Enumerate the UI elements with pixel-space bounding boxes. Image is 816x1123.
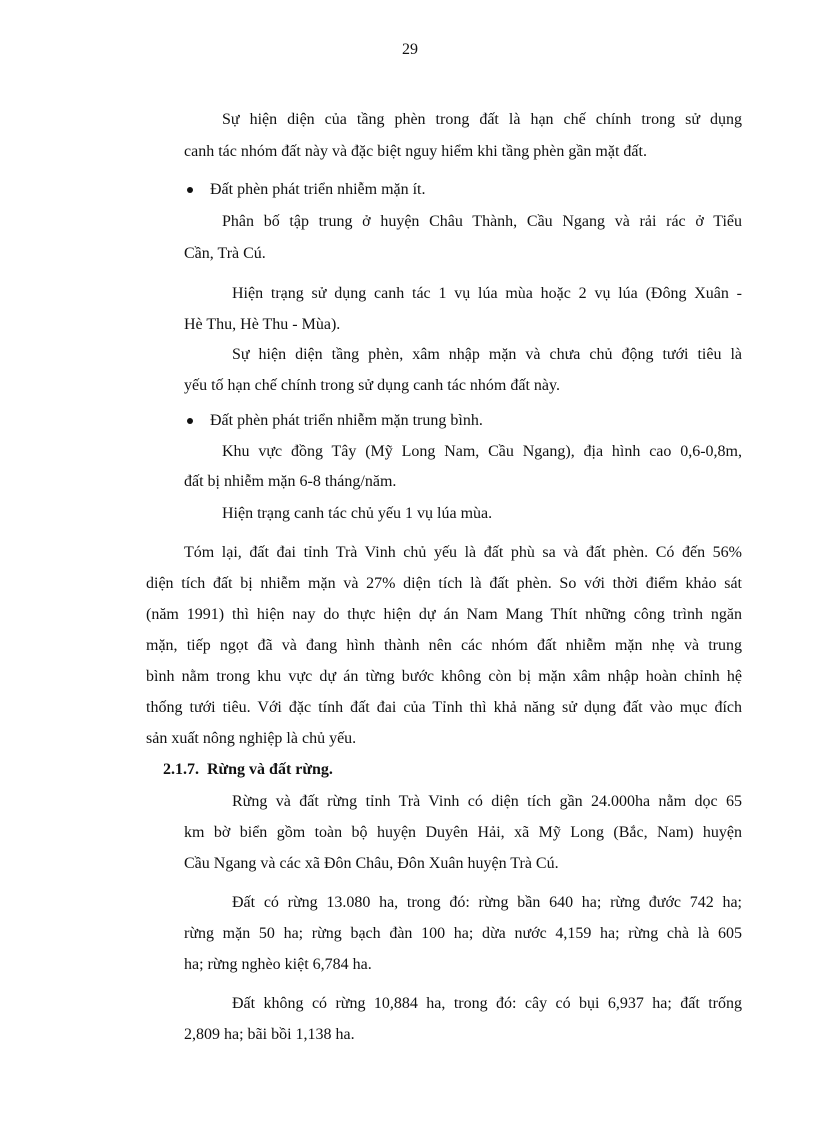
- bullet-title: Đất phèn phát triển nhiễm mặn trung bình.: [210, 412, 483, 429]
- paragraph-line: Khu vực đồng Tây (Mỹ Long Nam, Cầu Ngang), địa hình cao 0,6-0,8m,: [222, 443, 742, 460]
- page-number: 29: [402, 41, 418, 58]
- paragraph-line: mặn, tiếp ngọt đã và đang hình thành nên các nhóm đất nhiễm mặn nhẹ và trung: [146, 637, 742, 654]
- paragraph-line: yếu tố hạn chế chính trong sử dụng canh tác nhóm đất này.: [184, 377, 560, 394]
- section-number: 2.1.7.: [163, 761, 199, 778]
- bullet-icon: [187, 187, 193, 193]
- section-heading: [163, 760, 333, 780]
- paragraph-line: Cầu Ngang và các xã Đôn Châu, Đôn Xuân huyện Trà Cú.: [184, 855, 559, 872]
- paragraph-line: đất bị nhiễm mặn 6-8 tháng/năm.: [184, 473, 397, 490]
- bullet-icon: [187, 418, 193, 424]
- paragraph-line: Tóm lại, đất đai tỉnh Trà Vinh chủ yếu là đất phù sa và đất phèn. Có đến 56%: [184, 544, 742, 561]
- paragraph-line: Hè Thu, Hè Thu - Mùa).: [184, 316, 341, 333]
- paragraph-line: Cần, Trà Cú.: [184, 245, 266, 262]
- paragraph-line: sản xuất nông nghiệp là chủ yếu.: [146, 730, 357, 747]
- paragraph-line: Đất không có rừng 10,884 ha, trong đó: cây có bụi 6,937 ha; đất trống: [232, 995, 742, 1012]
- paragraph-line: canh tác nhóm đất này và đặc biệt nguy hiểm khi tầng phèn gần mặt đất.: [184, 143, 647, 160]
- paragraph-line: km bờ biển gồm toàn bộ huyện Duyên Hải, xã Mỹ Long (Bắc, Nam) huyện: [184, 824, 742, 841]
- paragraph-line: Đất có rừng 13.080 ha, trong đó: rừng bần 640 ha; rừng đước 742 ha;: [232, 894, 742, 911]
- paragraph-line: bình nằm trong khu vực dự án từng bước không còn bị mặn xâm nhập hoàn chỉnh hệ: [146, 668, 742, 685]
- paragraph-line: diện tích đất bị nhiễm mặn và 27% diện tích là đất phèn. So với thời điểm khảo sát: [146, 575, 742, 592]
- paragraph-line: thống tưới tiêu. Với đặc tính đất đai của Tỉnh thì khả năng sử dụng đất vào mục đích: [146, 699, 742, 716]
- section-title: Rừng và đất rừng.: [207, 761, 333, 778]
- paragraph-line: Hiện trạng canh tác chủ yếu 1 vụ lúa mùa.: [222, 505, 493, 522]
- paragraph-line: 2,809 ha; bãi bồi 1,138 ha.: [184, 1026, 355, 1043]
- paragraph-line: (năm 1991) thì hiện nay do thực hiện dự án Nam Mang Thít những công trình ngăn: [146, 606, 742, 623]
- paragraph-line: Rừng và đất rừng tỉnh Trà Vinh có diện tích gần 24.000ha nằm dọc 65: [232, 793, 742, 810]
- paragraph-line: ha; rừng nghèo kiệt 6,784 ha.: [184, 956, 372, 973]
- paragraph-line: Hiện trạng sử dụng canh tác 1 vụ lúa mùa hoặc 2 vụ lúa (Đông Xuân -: [232, 285, 742, 302]
- paragraph-line: rừng mặn 50 ha; rừng bạch đàn 100 ha; dừa nước 4,159 ha; rừng chà là 605: [184, 925, 742, 942]
- bullet-title: Đất phèn phát triển nhiễm mặn ít.: [210, 181, 426, 198]
- paragraph-line: Sự hiện diện của tầng phèn trong đất là hạn chế chính trong sử dụng: [222, 111, 742, 128]
- paragraph-line: Phân bố tập trung ở huyện Châu Thành, Cầu Ngang và rải rác ở Tiểu: [222, 213, 742, 230]
- paragraph-line: Sự hiện diện tầng phèn, xâm nhập mặn và chưa chủ động tưới tiêu là: [232, 346, 742, 363]
